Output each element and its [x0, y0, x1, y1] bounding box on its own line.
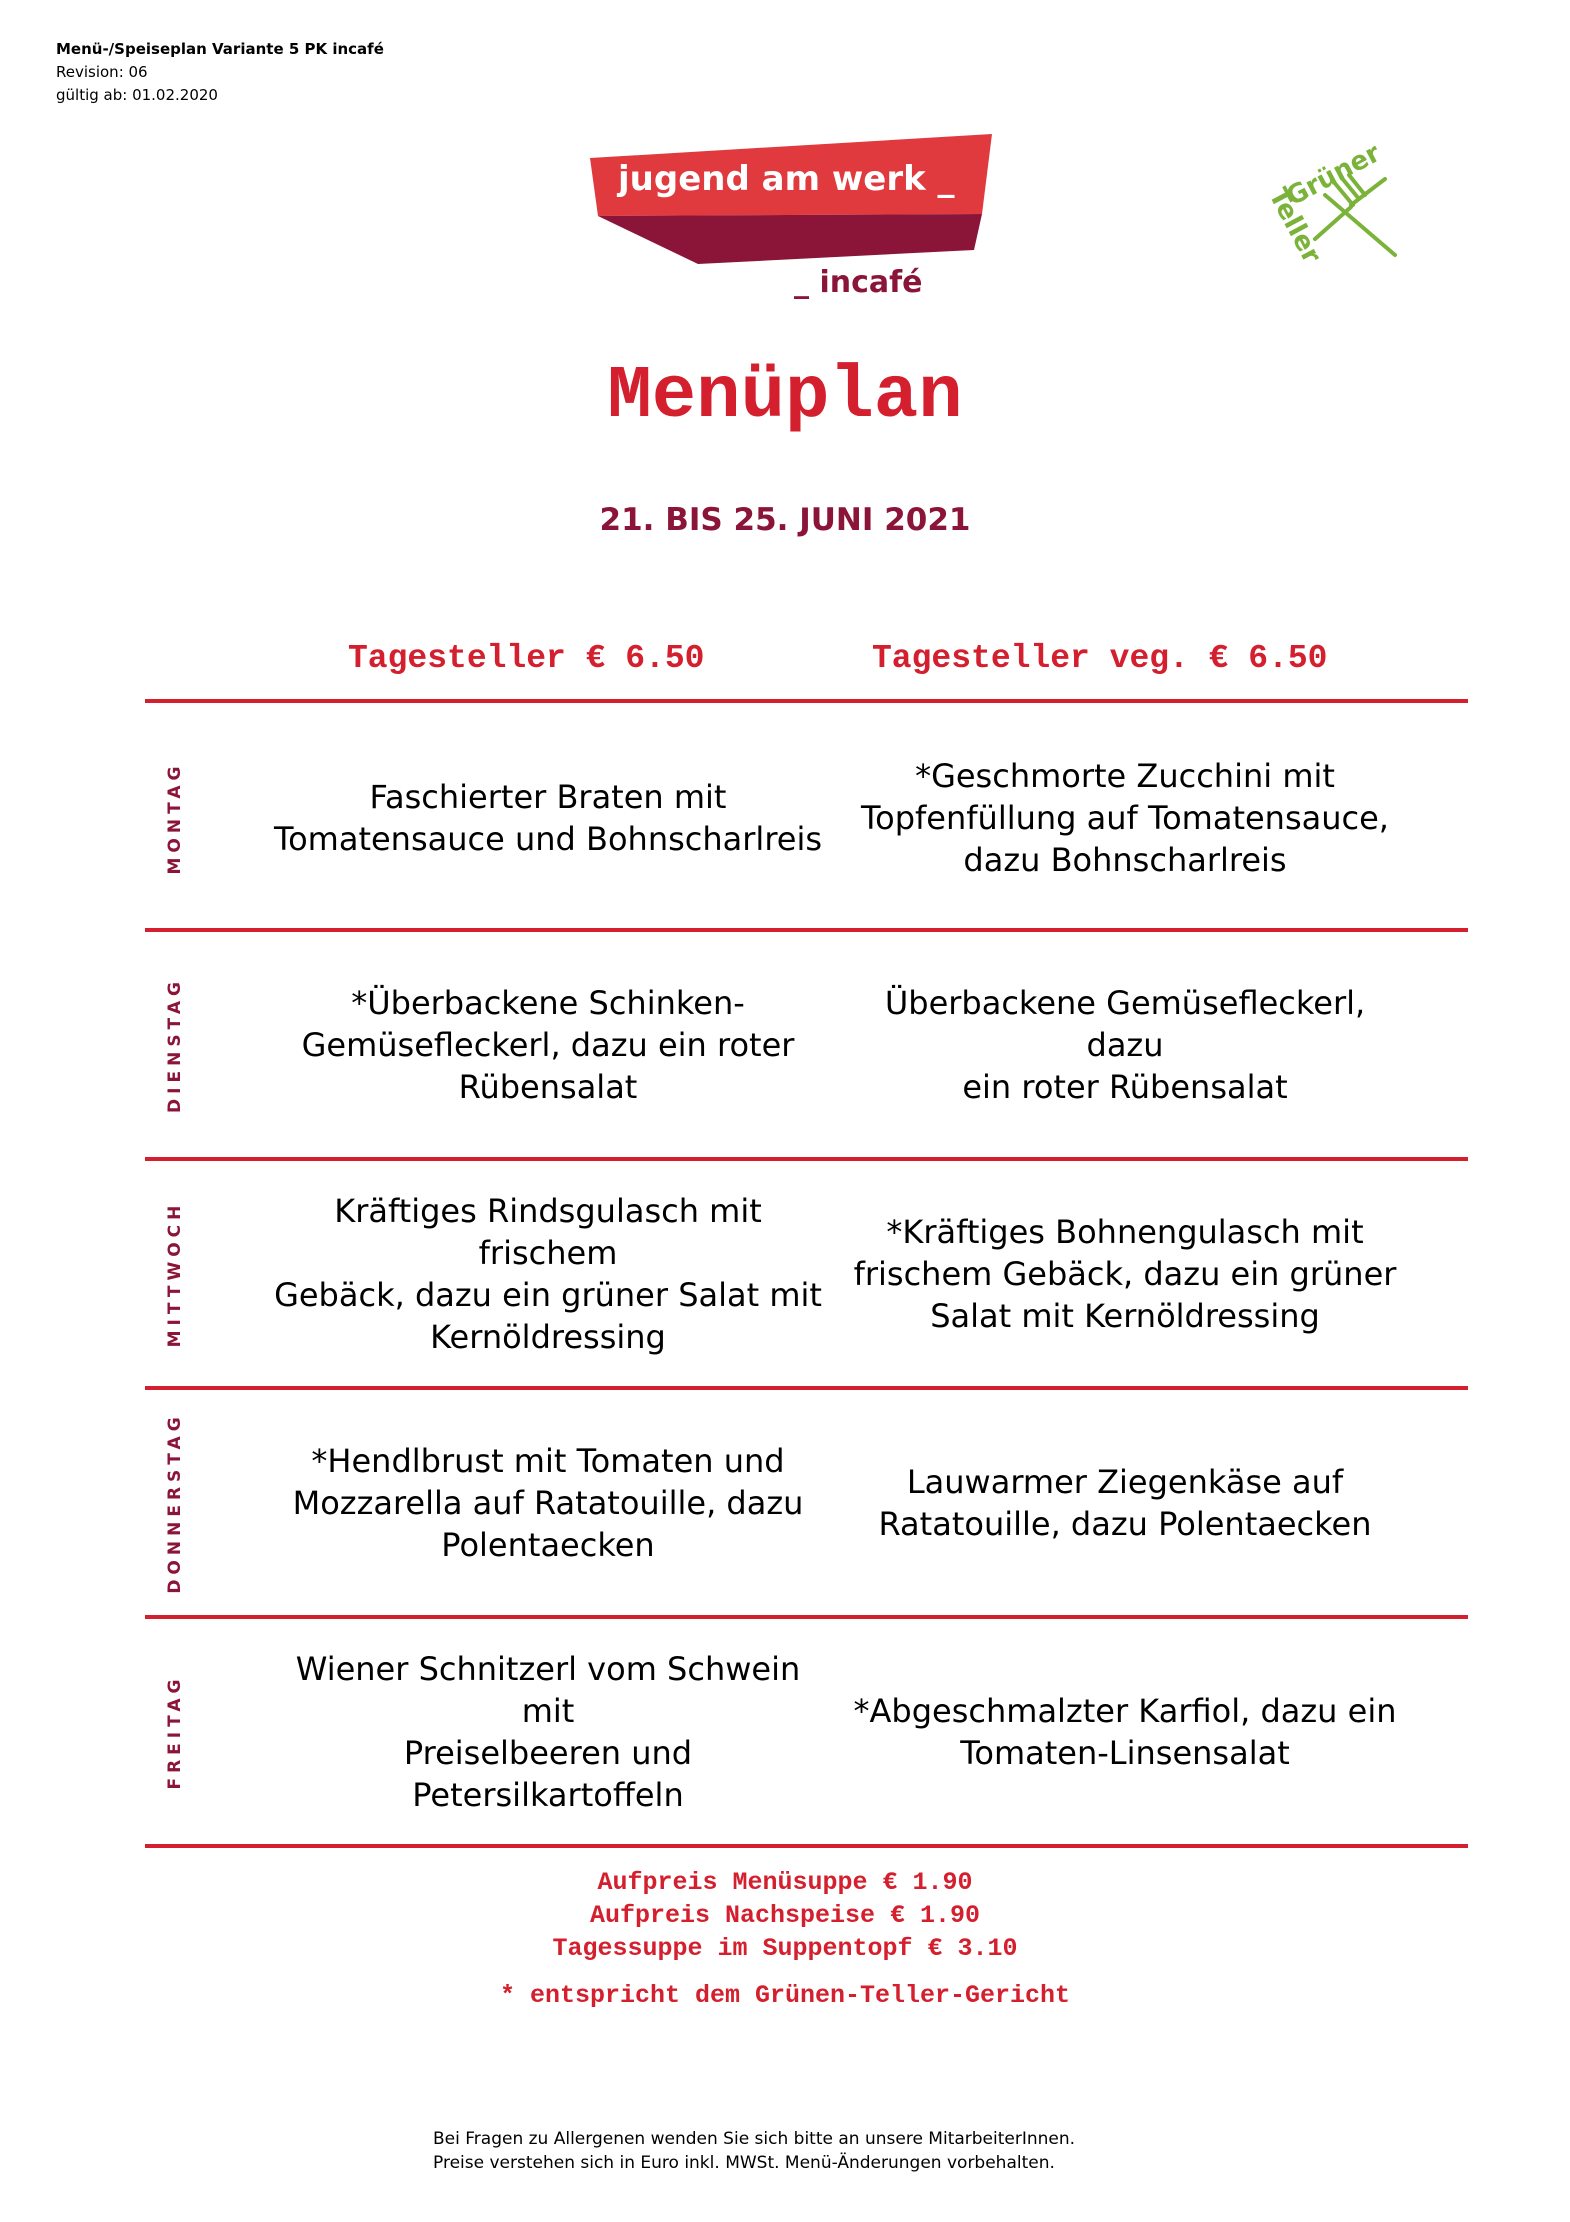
dish-line: Preiselbeeren und Petersilkartoffeln: [403, 1734, 693, 1814]
dish-line: Tomatensauce und Bohnscharlreis: [273, 820, 823, 858]
day-label-text: MITTWOCH: [165, 1200, 185, 1348]
table-rule: [145, 928, 1468, 932]
table-rule: [145, 1615, 1468, 1619]
column-header-meat: Tagesteller € 6.50: [348, 640, 705, 677]
dish-line: *Hendlbrust mit Tomaten und: [311, 1442, 785, 1480]
dish-line: Rübensalat: [458, 1068, 638, 1106]
dish-line: Kernöldressing: [430, 1318, 666, 1356]
date-range: 21. BIS 25. JUNI 2021: [599, 502, 971, 538]
dish-veg: [845, 982, 1405, 1108]
table-rule: [145, 699, 1468, 703]
dish-line: Kräftiges Rindsgulasch mit frischem: [334, 1192, 762, 1272]
extra-soup-price: Aufpreis Menüsuppe € 1.90: [597, 1868, 973, 1897]
table-rule: [145, 1844, 1468, 1848]
jugend-am-werk-logo: [588, 132, 998, 312]
logo-dark-banner: [598, 214, 982, 264]
dish-line: *Kräftiges Bohnengulasch mit: [886, 1213, 1364, 1251]
dish-meat: [268, 1648, 828, 1816]
dish-veg: [845, 755, 1405, 881]
dish-veg: [845, 1211, 1405, 1337]
dish-line: Tomaten-Linsensalat: [960, 1734, 1290, 1772]
revision-label: Revision: 06: [56, 63, 148, 81]
dish-line: Lauwarmer Ziegenkäse auf: [906, 1463, 1344, 1501]
price-extras: [0, 1866, 1570, 1965]
extra-dessert-price: Aufpreis Nachspeise € 1.90: [589, 1901, 981, 1930]
dish-line: Wiener Schnitzerl vom Schwein mit: [295, 1650, 801, 1730]
day-label-text: FREITAG: [165, 1674, 185, 1790]
dish-veg: [845, 1461, 1405, 1545]
extra-pot-soup-price: Tagessuppe im Suppentopf € 3.10: [552, 1934, 1018, 1963]
footer-price-note: Preise verstehen sich in Euro inkl. MWSt. Menü-Änderungen vorbehalten.: [433, 2153, 1055, 2173]
dish-line: Faschierter Braten mit: [369, 778, 727, 816]
dish-line: Gemüsefleckerl, dazu ein roter: [301, 1026, 795, 1064]
page-title: Menüplan: [607, 355, 963, 439]
day-label-text: DONNERSTAG: [165, 1412, 185, 1594]
dish-line: dazu Bohnscharlreis: [963, 841, 1287, 879]
dish-meat: [268, 982, 828, 1108]
dish-line: ein roter Rübensalat: [962, 1068, 1288, 1106]
dish-line: *Überbackene Schinken-: [351, 984, 745, 1022]
dish-line: *Geschmorte Zucchini mit: [915, 757, 1335, 795]
gruener-teller-word-2: Teller: [1262, 183, 1327, 269]
dish-veg: [845, 1690, 1405, 1774]
table-rule: [145, 1157, 1468, 1161]
valid-from-label: gültig ab: 01.02.2020: [56, 86, 218, 104]
dish-line: Überbackene Gemüsefleckerl, dazu: [884, 984, 1366, 1064]
dish-meat: [268, 776, 828, 860]
dish-line: Ratatouille, dazu Polentaecken: [878, 1505, 1372, 1543]
logo-sub-text: _ incafé: [794, 265, 923, 300]
dish-meat: [268, 1440, 828, 1566]
dish-line: Salat mit Kernöldressing: [930, 1297, 1320, 1335]
day-label-text: DIENSTAG: [165, 977, 185, 1113]
footer: [433, 2127, 1075, 2175]
dish-line: Gebäck, dazu ein grüner Salat mit: [274, 1276, 822, 1314]
dish-line: *Abgeschmalzter Karfiol, dazu ein: [853, 1692, 1397, 1730]
document-header: [56, 38, 384, 107]
dish-line: Topfenfüllung auf Tomatensauce,: [861, 799, 1389, 837]
dish-line: Mozzarella auf Ratatouille, dazu: [292, 1484, 804, 1522]
dish-line: frischem Gebäck, dazu ein grüner: [853, 1255, 1397, 1293]
dish-line: Polentaecken: [441, 1526, 655, 1564]
green-plate-note: * entspricht dem Grünen-Teller-Gericht: [499, 1981, 1071, 2010]
logo-brand-text: jugend am werk _: [618, 159, 955, 199]
gruener-teller-logo: [1255, 135, 1415, 275]
table-rule: [145, 1386, 1468, 1390]
dish-meat: [268, 1190, 828, 1358]
column-header-veg: Tagesteller veg. € 6.50: [872, 640, 1328, 677]
footer-allergen-note: Bei Fragen zu Allergenen wenden Sie sich bitte an unsere MitarbeiterInnen.: [433, 2129, 1076, 2149]
gruener-teller-word-1: Grüner: [1281, 138, 1386, 213]
day-label-text: MONTAG: [165, 761, 185, 875]
document-title: Menü-/Speiseplan Variante 5 PK incafé: [56, 40, 384, 58]
